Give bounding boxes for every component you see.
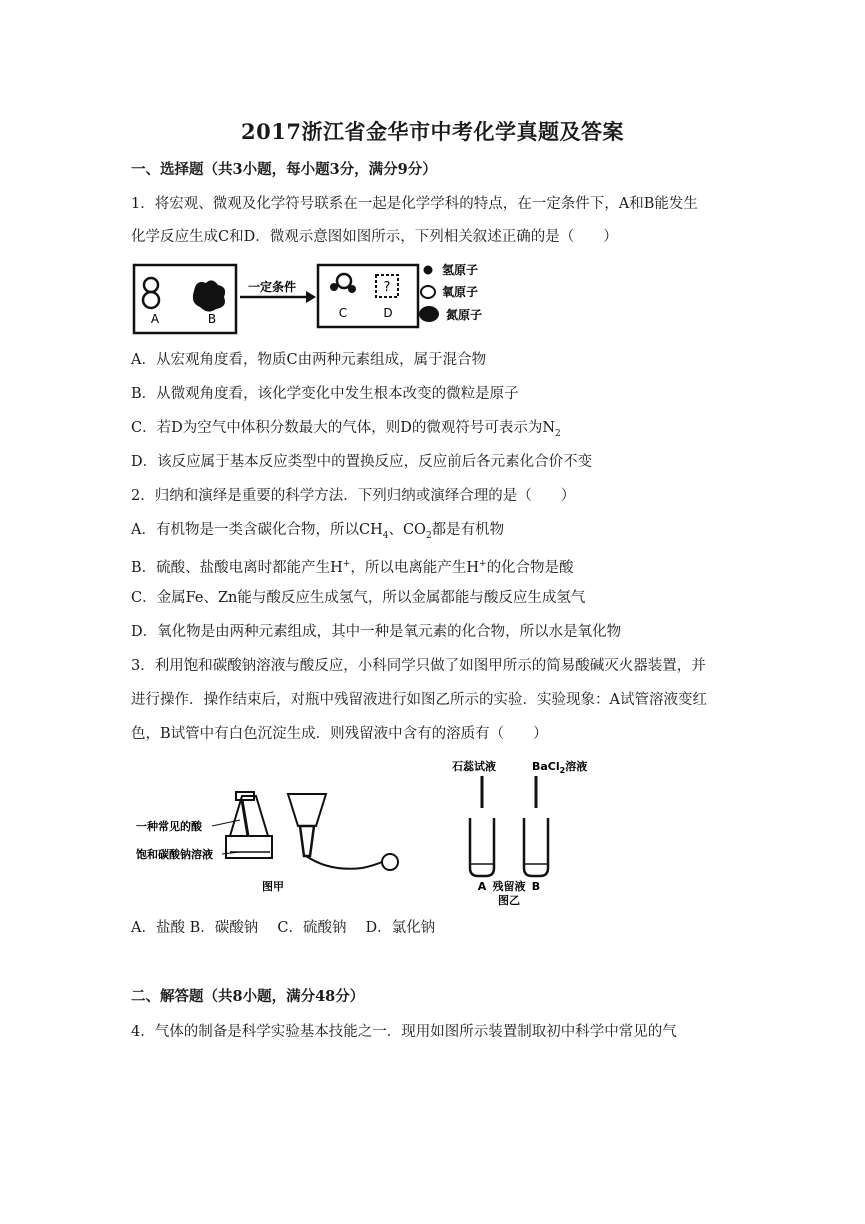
q2-option-a-sub1: 4 <box>382 530 389 541</box>
q2-option-a-post: 都是有机物 <box>431 522 505 538</box>
q2-option-b-sup2: + <box>479 559 487 569</box>
inverted-flask <box>288 794 326 826</box>
q1-text-line2: 化学反应生成C和D．微观示意图如图所示，下列相关叙述正确的是（ ） <box>131 229 618 245</box>
q2-option-b-post: 的化合物是酸 <box>486 559 574 576</box>
molecule-c-o-atom <box>337 274 351 288</box>
label-tube-b: B <box>531 880 541 893</box>
legend-o-label: 氧原子 <box>442 285 479 299</box>
q3-text-line2: 进行操作．操作结束后，对瓶中残留液进行如图乙所示的实验．实验现象：A试管溶液变红 <box>131 692 707 708</box>
label-na2co3: 饱和碳酸钠溶液 <box>136 848 213 861</box>
label-litmus: 石蕊试液 <box>452 760 496 773</box>
condition-label: 一定条件 <box>247 280 297 294</box>
test-tube-a <box>470 818 494 876</box>
label-b: B <box>207 312 217 326</box>
q3-text-line3: 色，B试管中有白色沉淀生成．则残留液中含有的溶质有（ ） <box>131 726 548 742</box>
q2-option-b-sup1: + <box>342 559 351 569</box>
legend-n-label: 氮原子 <box>446 308 483 322</box>
q4-text-line1: 4．气体的制备是科学实验基本技能之一．现用如图所示装置制取初中科学中常见的气 <box>131 1024 677 1040</box>
label-residue: 残留液 <box>492 880 526 893</box>
q2-option-b <box>131 553 574 579</box>
products-box <box>318 265 418 327</box>
legend-h-symbol <box>424 266 433 275</box>
arrow-head <box>306 291 316 303</box>
unknown-mark: ? <box>383 280 391 295</box>
molecule-c-h-atom-2 <box>348 285 356 293</box>
q2-option-c: C．金属Fe、Zn能与酸反应生成氢气，所以金属都能与酸反应生成氢气 <box>131 590 586 606</box>
label-tube-a: A <box>477 880 487 893</box>
label-fig-jia: 图甲 <box>262 880 284 893</box>
q1-option-a: A．从宏观角度看，物质C由两种元素组成，属于混合物 <box>131 352 487 368</box>
molecule-a-top-atom <box>144 278 158 292</box>
q1-text-line1: 1．将宏观、微观及化学符号联系在一起是化学学科的特点，在一定条件下，A和B能发生 <box>131 196 698 212</box>
q1-reaction-diagram <box>130 257 510 339</box>
leader-acid <box>212 820 240 826</box>
q1-option-d: D．该反应属于基本反应类型中的置换反应，反应前后各元素化合价不变 <box>131 454 593 470</box>
q2-option-d: D．氧化物是由两种元素组成，其中一种是氧元素的化合物，所以水是氧化物 <box>131 624 622 640</box>
flask-base <box>226 836 272 858</box>
q2-option-a-pre: A．有机物是一类含碳化合物，所以CH <box>131 522 383 538</box>
q2-option-b-mid: ，所以电离能产生H <box>350 559 480 576</box>
q3-text-line1: 3．利用饱和碳酸钠溶液与酸反应，小科同学只做了如图甲所示的简易酸碱灭火器装置，并 <box>131 658 706 674</box>
q1-option-c-text: C．若D为空气中体积分数最大的气体，则D的微观符号可表示为N <box>131 420 556 436</box>
label-c: C <box>338 306 348 320</box>
molecule-a-bottom-atom <box>143 292 159 308</box>
label-bacl2: BaCl$_2$溶液 <box>532 760 588 775</box>
q2-option-a-sub2: 2 <box>425 530 432 541</box>
q3-apparatus-diagram <box>130 756 610 906</box>
legend-n-symbol <box>419 306 439 322</box>
q2-option-a <box>131 519 504 547</box>
q1-option-c <box>131 417 561 445</box>
acid-tube <box>242 800 248 836</box>
hose <box>306 856 382 869</box>
q2-option-a-mid: 、CO <box>388 522 426 538</box>
flask-jia <box>230 796 268 836</box>
label-a: A <box>150 312 160 326</box>
label-d: D <box>383 306 393 320</box>
label-fig-yi: 图乙 <box>498 894 520 906</box>
label-acid: 一种常见的酸 <box>136 820 202 833</box>
section-1-heading: 一、选择题（共3小题，每小题3分，满分9分） <box>131 161 437 178</box>
q1-option-c-subscript: 2 <box>555 428 561 439</box>
page-title: 2017浙江省金华市中考化学真题及答案 <box>241 119 624 144</box>
flask-neck <box>300 826 314 856</box>
q2-text: 2．归纳和演绎是重要的科学方法．下列归纳或演绎合理的是（ ） <box>131 488 576 504</box>
q1-option-b: B．从微观角度看，该化学变化中发生根本改变的微粒是原子 <box>131 386 519 402</box>
q3-options: A．盐酸 B．碳酸钠 C．硫酸钠 D．氯化钠 <box>131 920 436 936</box>
test-tube-b <box>524 818 548 876</box>
section-2-heading: 二、解答题（共8小题，满分48分） <box>131 988 365 1005</box>
legend-h-label: 氢原子 <box>442 263 479 277</box>
nozzle <box>382 854 398 870</box>
q2-option-b-pre: B．硫酸、盐酸电离时都能产生H <box>131 559 343 576</box>
molecule-b <box>193 280 225 311</box>
legend-o-symbol <box>421 286 435 298</box>
